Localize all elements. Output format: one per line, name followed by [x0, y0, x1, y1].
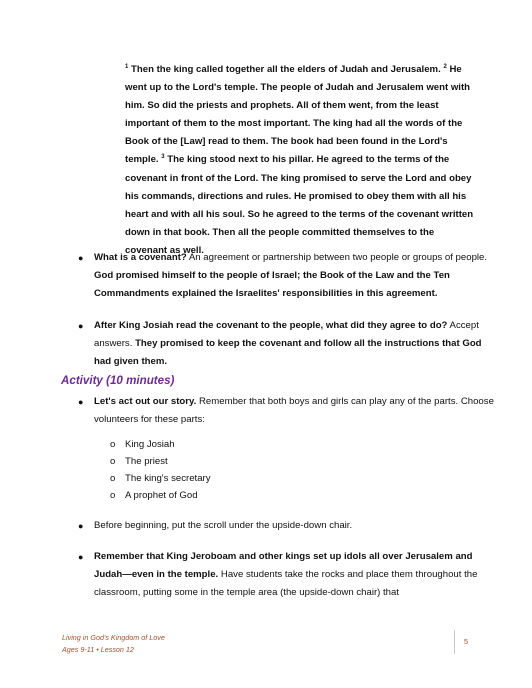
question-text: After King Josiah read the covenant to the people, what did they agree to do?	[94, 320, 448, 331]
sub-bullet-icon: o	[110, 473, 116, 484]
sub-bullet-icon: o	[110, 456, 116, 467]
verse-text: Then the king called together all the elders of Judah and Jerusalem.	[131, 64, 441, 75]
section-heading: Activity (10 minutes)	[61, 374, 175, 387]
footer-series: Living in God's Kingdom of Love	[62, 633, 165, 642]
answer-text: Accept answers.	[94, 320, 479, 350]
bullet-icon: ●	[78, 321, 84, 331]
activity-text: Remember that both boys and girls can play any of the parts. Choose volunteers for these parts:	[94, 396, 494, 426]
part-label: A prophet of God	[125, 490, 198, 501]
answer-text: An agreement or partnership between two people or groups of people.	[186, 252, 488, 263]
question-text: What is a covenant?	[94, 252, 187, 263]
verse-number: 1	[125, 64, 129, 70]
verse-number: 3	[161, 154, 165, 161]
activity-text: Before beginning, put the scroll under the upside-down chair.	[94, 520, 353, 531]
sub-bullet-icon: o	[110, 490, 116, 501]
footer-lesson: Ages 9-11 • Lesson 12	[62, 645, 134, 654]
verse-text: He went up to the Lord's temple. The people of Judah and Jerusalem went with him. So did the priests and prophets. All of them went, from the least important of them to the most important. The king had all the words of the Book of the [Law] read to them. The book had been found in the Lord's temple.	[125, 64, 471, 166]
part-label: The priest	[125, 456, 168, 467]
bullet-icon: ●	[78, 397, 84, 407]
footer-divider	[454, 630, 455, 654]
sub-bullet-icon: o	[110, 439, 116, 450]
bullet-icon: ●	[78, 253, 84, 263]
part-label: King Josiah	[125, 439, 175, 450]
answer-bold-text: God promised himself to the people of Israel; the Book of the Law and the Ten Commandments explained the Israelites' responsibilities in this agreement.	[94, 270, 450, 300]
activity-text: Have students take the rocks and place them throughout the classroom, putting some in the temple area (the upside-down chair) that	[94, 569, 478, 599]
scripture-passage	[125, 61, 475, 260]
bullet-icon: ●	[78, 521, 84, 531]
verse-text: The king stood next to his pillar. He agreed to the terms of the covenant in front of the Lord. The king promised to serve the Lord and obey his commands, directions and rules. He promised to obey them with all his heart and with all his soul. So he agreed to the terms of the covenant written down in that book. Then all the people committed themselves to the covenant as well.	[125, 154, 474, 256]
footer-title	[62, 632, 165, 656]
activity-bold-text: Remember that King Jeroboam and other kings set up idols all over Jerusalem and Judah—even in the temple.	[94, 551, 473, 581]
page-number: 5	[464, 637, 468, 646]
bullet-icon: ●	[78, 552, 84, 562]
answer-bold-text: They promised to keep the covenant and follow all the instructions that God had given them.	[94, 338, 482, 368]
part-label: The king's secretary	[125, 473, 211, 484]
verse-number: 2	[443, 64, 447, 70]
activity-bold-text: Let's act out our story.	[94, 396, 197, 407]
